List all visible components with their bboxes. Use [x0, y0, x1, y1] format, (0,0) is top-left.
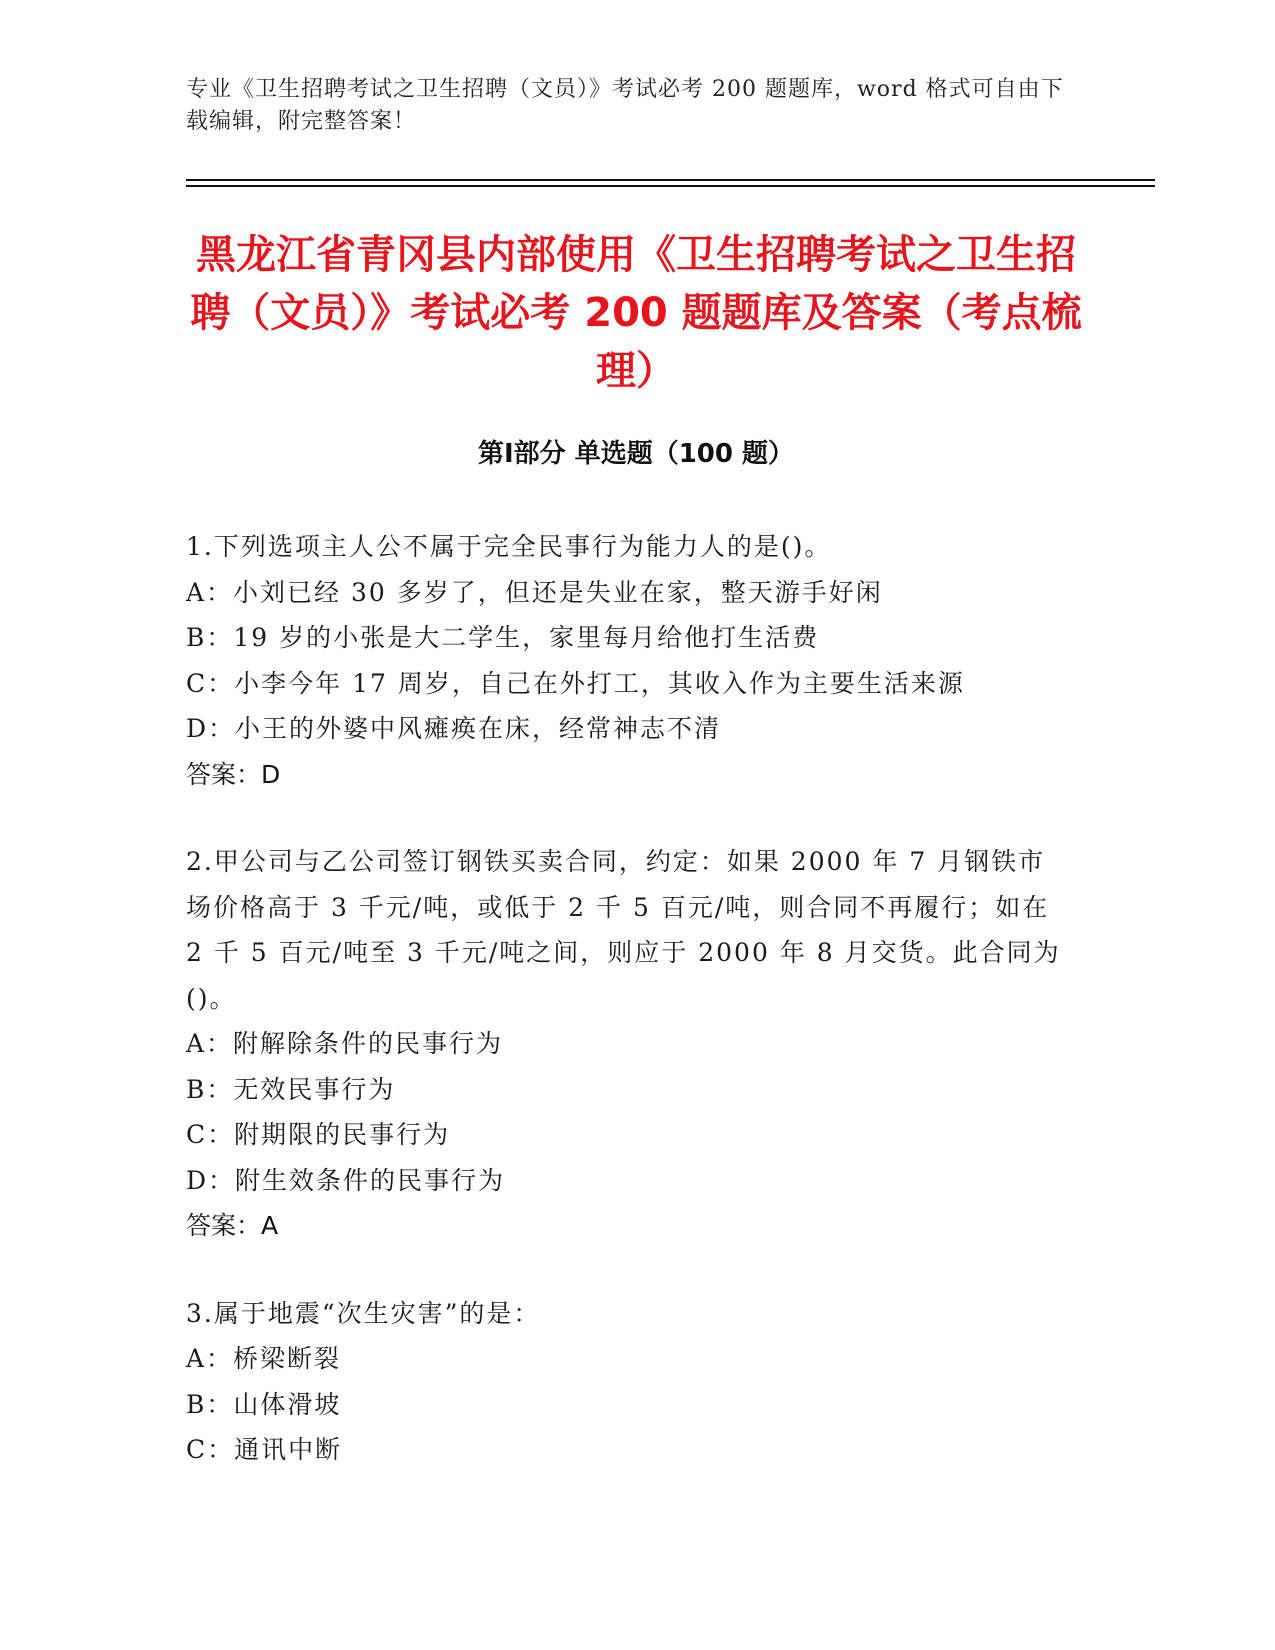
option-a: A：小刘已经 30 多岁了，但还是失业在家，整天游手好闲	[186, 577, 883, 607]
option-c: C：通讯中断	[186, 1435, 343, 1464]
question-1	[186, 524, 1066, 797]
option-c: C：小李今年 17 周岁，自己在外打工，其收入作为主要生活来源	[186, 668, 965, 698]
answer-line: 答案：A	[186, 1211, 279, 1240]
header-divider-top	[186, 179, 1155, 181]
question-2	[186, 839, 1066, 1249]
option-a: A：桥梁断裂	[186, 1344, 342, 1373]
option-b: B：19 岁的小张是大二学生，家里每月给他打生活费	[186, 623, 820, 652]
question-stem: 1.下列选项主人公不属于完全民事行为能力人的是()。	[186, 532, 832, 561]
document-title: 黑龙江省青冈县内部使用《卫生招聘考试之卫生招聘（文员）》考试必考 200 题题库及答案（考点梳理）	[190, 232, 1082, 394]
header-divider-bottom	[186, 185, 1155, 187]
option-a: A：附解除条件的民事行为	[186, 1029, 504, 1058]
question-stem: 3.属于地震“次生灾害”的是：	[186, 1298, 541, 1328]
option-b: B：山体滑坡	[186, 1389, 342, 1419]
header-note: 专业《卫生招聘考试之卫生招聘（文员）》考试必考 200 题题库，word 格式可自由下载编辑，附完整答案！	[186, 77, 1064, 134]
question-list	[186, 524, 1066, 1515]
option-b: B：无效民事行为	[186, 1074, 396, 1104]
option-d: D：附生效条件的民事行为	[186, 1165, 506, 1195]
question-3	[186, 1291, 1066, 1473]
option-c: C：附期限的民事行为	[186, 1120, 451, 1149]
answer-line: 答案：D	[186, 759, 281, 789]
option-d: D：小王的外婆中风瘫痪在床，经常神志不清	[186, 714, 722, 743]
question-stem: 2.甲公司与乙公司签订钢铁买卖合同，约定：如果 2000 年 7 月钢铁市场价格高于 3 千元/吨，或低于 2 千 5 百元/吨，则合同不再履行；如在 2 千 5 百元/吨至 3 千元/吨之间，则应于 2000 年 8 月交货。此合同为()。	[186, 847, 1061, 1013]
section-title: 第Ⅰ部分 单选题（100 题）	[477, 439, 795, 469]
